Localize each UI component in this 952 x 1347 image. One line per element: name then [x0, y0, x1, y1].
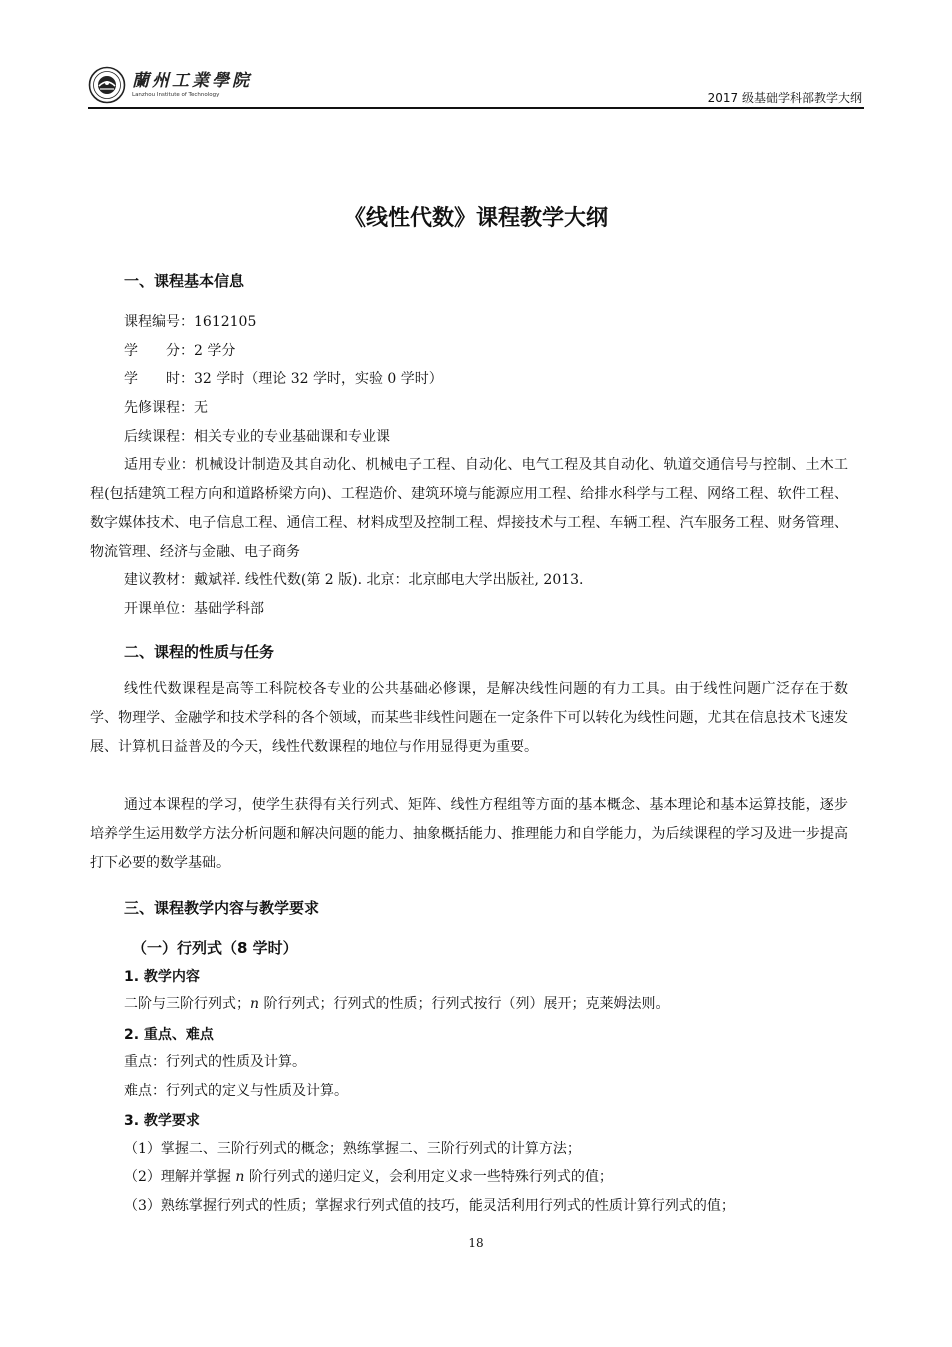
difficulty-text: 难点：行列式的定义与性质及计算。 [124, 1083, 348, 1099]
page-header [88, 64, 864, 109]
document-title: 《线性代数》课程教学大纲 [343, 206, 608, 231]
requirement-2: （2）理解并掌握 n 阶行列式的递归定义，会利用定义求一些特殊行列式的值； [124, 1169, 613, 1185]
subsection-heading-determinants: （一）行列式（8 学时） [132, 939, 298, 957]
school-name-en: Lanzhou Institute of Technology [132, 92, 220, 98]
section-heading-content-requirements: 三、课程教学内容与教学要求 [124, 899, 320, 917]
requirement-1: （1）掌握二、三阶行列式的概念；熟练掌握二、三阶行列式的计算方法； [124, 1141, 581, 1157]
follow-up-courses: 后续课程：相关专业的专业基础课和专业课 [124, 429, 390, 445]
document-label: 2017 级基础学科部教学大纲 [707, 91, 862, 105]
tasks-paragraph: 通过本课程的学习，使学生获得有关行列式、矩阵、线性方程组等方面的基本概念、基本理论和基本运算技能，逐步培养学生运用数学方法分析问题和解决问题的能力、抽象概括能力、推理能力和自学能力，为后续课程的学习及进一步提高打下必要的数学基础。 [90, 797, 848, 871]
course-credits: 学 分：2 学分 [124, 343, 236, 359]
course-hours: 学 时：32 学时（理论 32 学时，实验 0 学时） [124, 371, 443, 387]
key-point-text: 重点：行列式的性质及计算。 [124, 1054, 306, 1070]
key-points-heading: 2. 重点、难点 [124, 1027, 214, 1043]
recommended-textbook: 建议教材：戴斌祥. 线性代数(第 2 版). 北京：北京邮电大学出版社, 2013. [124, 572, 584, 588]
applicable-majors: 适用专业：机械设计制造及其自动化、机械电子工程、自动化、电气工程及其自动化、轨道交通信号与控制、土木工程(包括建筑工程方向和道路桥梁方向)、工程造价、建筑环境与能源应用工程、给排水科学与工程、网络工程、软件工程、数字媒体技术、电子信息工程、通信工程、材料成型及控制工程、焊接技术与工程、车辆工程、汽车服务工程、财务管理、物流管理、经济与金融、电子商务 [90, 457, 848, 560]
page-number: 18 [468, 1236, 484, 1250]
prerequisite-courses: 先修课程：无 [124, 400, 208, 416]
teaching-requirements-heading: 3. 教学要求 [124, 1113, 200, 1129]
section-heading-basic-info: 一、课程基本信息 [124, 272, 245, 290]
teaching-content-text: 二阶与三阶行列式；n 阶行列式；行列式的性质；行列式按行（列）展开；克莱姆法则。 [124, 996, 670, 1012]
requirement-3: （3）熟练掌握行列式的性质；掌握求行列式值的技巧，能灵活利用行列式的性质计算行列式的值； [124, 1198, 735, 1214]
teaching-content-heading: 1. 教学内容 [124, 969, 200, 985]
school-logo [88, 66, 252, 104]
offering-unit: 开课单位：基础学科部 [124, 601, 264, 617]
school-name-cn: 蘭州工業學院 [132, 71, 252, 91]
section-heading-nature-tasks: 二、课程的性质与任务 [124, 643, 275, 661]
header-divider [88, 107, 864, 109]
course-code: 课程编号：1612105 [124, 314, 257, 330]
nature-paragraph: 线性代数课程是高等工科院校各专业的公共基础必修课，是解决线性问题的有力工具。由于线性问题广泛存在于数学、物理学、金融学和技术学科的各个领域，而某些非线性问题在一定条件下可以转化为线性问题，尤其在信息技术飞速发展、计算机日益普及的今天，线性代数课程的地位与作用显得更为重要。 [90, 681, 848, 755]
school-seal-icon [88, 66, 126, 104]
